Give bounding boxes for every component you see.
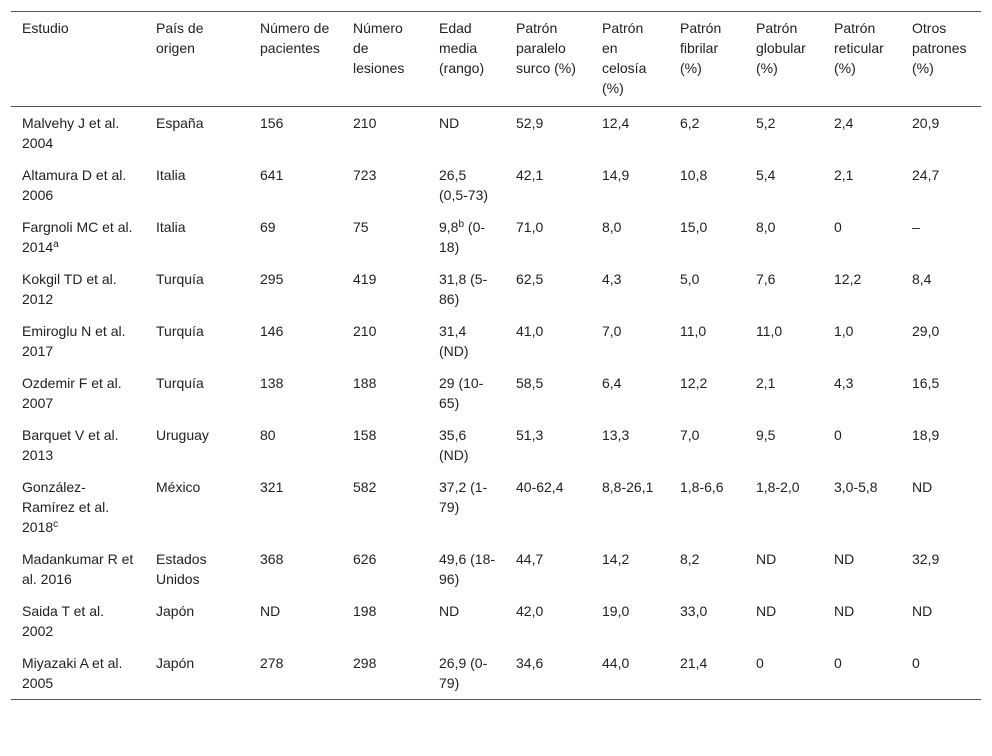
age-cell bbox=[428, 315, 505, 367]
globular-cell: ND bbox=[756, 603, 777, 619]
country-cell: Italia bbox=[156, 219, 186, 235]
patients-cell: 69 bbox=[260, 219, 276, 235]
table-row bbox=[11, 367, 981, 419]
age-cell bbox=[428, 263, 505, 315]
patients-cell: 278 bbox=[260, 655, 284, 671]
patients-cell: 146 bbox=[260, 323, 284, 339]
patients-cell: 641 bbox=[260, 167, 284, 183]
fibrillar-cell: 1,8-6,6 bbox=[680, 479, 724, 495]
lesions-cell: 419 bbox=[353, 271, 377, 287]
lesions-cell: 198 bbox=[353, 603, 377, 619]
patients-cell: 80 bbox=[260, 427, 276, 443]
age-range: (ND) bbox=[439, 447, 469, 463]
fibrillar-cell: 7,0 bbox=[680, 427, 700, 443]
age-mean: 49,6 bbox=[439, 551, 467, 567]
study-name: González-Ramírez et al. 2018 bbox=[22, 479, 110, 535]
age-range: (1-79) bbox=[439, 479, 488, 515]
table-row bbox=[11, 543, 981, 595]
fibrillar-cell: 5,0 bbox=[680, 271, 700, 287]
other-patterns-cell: 32,9 bbox=[912, 551, 940, 567]
study-name: Kokgil TD et al. 2012 bbox=[22, 271, 117, 307]
globular-cell: 5,4 bbox=[756, 167, 776, 183]
fibrillar-cell: 15,0 bbox=[680, 219, 708, 235]
reticular-cell: 0 bbox=[834, 219, 842, 235]
study-footnote-mark: a bbox=[53, 239, 59, 250]
other-patterns-cell: 16,5 bbox=[912, 375, 940, 391]
lesions-cell: 582 bbox=[353, 479, 377, 495]
age-mean: 37,2 bbox=[439, 479, 467, 495]
fibrillar-cell: 11,0 bbox=[680, 323, 707, 339]
study-name: Saida T et al. 2002 bbox=[22, 603, 104, 639]
age-mean: 31,8 bbox=[439, 271, 467, 287]
patients-cell: 156 bbox=[260, 115, 284, 131]
parallel-furrow-cell: 62,5 bbox=[516, 271, 544, 287]
header-cell: Patrón en celosía (%) bbox=[602, 20, 647, 96]
fibrillar-cell: 10,8 bbox=[680, 167, 708, 183]
country-cell: Uruguay bbox=[156, 427, 209, 443]
parallel-furrow-cell: 42,0 bbox=[516, 603, 544, 619]
study-name: Ozdemir F et al. 2007 bbox=[22, 375, 122, 411]
fibrillar-cell: 33,0 bbox=[680, 603, 708, 619]
lattice-cell: 8,8-26,1 bbox=[602, 479, 654, 495]
lattice-cell: 8,0 bbox=[602, 219, 622, 235]
parallel-furrow-cell: 52,9 bbox=[516, 115, 544, 131]
parallel-furrow-cell: 58,5 bbox=[516, 375, 544, 391]
age-cell bbox=[428, 211, 505, 263]
age-cell bbox=[428, 419, 505, 471]
lesions-cell: 626 bbox=[353, 551, 377, 567]
age-cell bbox=[428, 367, 505, 419]
other-patterns-cell: 29,0 bbox=[912, 323, 940, 339]
study-name: Fargnoli MC et al. 2014 bbox=[22, 219, 133, 255]
country-cell: Estados Unidos bbox=[156, 551, 207, 587]
parallel-furrow-cell: 40-62,4 bbox=[516, 479, 564, 495]
patients-cell: ND bbox=[260, 603, 281, 619]
study-cell bbox=[11, 647, 145, 700]
country-cell: Japón bbox=[156, 603, 195, 619]
globular-cell: 9,5 bbox=[756, 427, 776, 443]
country-cell: Turquía bbox=[156, 271, 204, 287]
fibrillar-cell: 21,4 bbox=[680, 655, 708, 671]
lattice-cell: 44,0 bbox=[602, 655, 630, 671]
reticular-cell: 4,3 bbox=[834, 375, 854, 391]
age-mean: 26,9 bbox=[439, 655, 467, 671]
study-cell bbox=[11, 107, 145, 160]
fibrillar-cell: 12,2 bbox=[680, 375, 708, 391]
header-cell: Estudio bbox=[22, 20, 69, 36]
globular-cell: 5,2 bbox=[756, 115, 776, 131]
study-footnote-mark: c bbox=[53, 519, 59, 530]
patients-cell: 295 bbox=[260, 271, 284, 287]
table-row bbox=[11, 159, 981, 211]
age-range: (ND) bbox=[439, 343, 469, 359]
study-name: Emiroglu N et al. 2017 bbox=[22, 323, 126, 359]
globular-cell: 8,0 bbox=[756, 219, 776, 235]
age-range: (0-18) bbox=[439, 219, 486, 255]
country-cell: México bbox=[156, 479, 201, 495]
table-row bbox=[11, 107, 981, 160]
table-row bbox=[11, 315, 981, 367]
globular-cell: 1,8-2,0 bbox=[756, 479, 800, 495]
study-name: Malvehy J et al. 2004 bbox=[22, 115, 120, 151]
lesions-cell: 298 bbox=[353, 655, 377, 671]
country-cell: Turquía bbox=[156, 323, 204, 339]
study-name: Miyazaki A et al. 2005 bbox=[22, 655, 123, 691]
header-cell: Patrón reticular (%) bbox=[834, 20, 884, 76]
patients-cell: 321 bbox=[260, 479, 284, 495]
study-cell bbox=[11, 211, 145, 263]
reticular-cell: ND bbox=[834, 551, 855, 567]
parallel-furrow-cell: 71,0 bbox=[516, 219, 544, 235]
header-cell: País de origen bbox=[156, 20, 204, 56]
parallel-furrow-cell: 44,7 bbox=[516, 551, 544, 567]
study-cell bbox=[11, 419, 145, 471]
study-name: Altamura D et al. 2006 bbox=[22, 167, 127, 203]
other-patterns-cell: ND bbox=[912, 603, 933, 619]
age-cell bbox=[428, 647, 505, 700]
study-cell bbox=[11, 263, 145, 315]
lattice-cell: 7,0 bbox=[602, 323, 622, 339]
age-range: (5-86) bbox=[439, 271, 488, 307]
globular-cell: 2,1 bbox=[756, 375, 776, 391]
lesions-cell: 723 bbox=[353, 167, 377, 183]
study-cell bbox=[11, 471, 145, 543]
table-row bbox=[11, 471, 981, 543]
other-patterns-cell: 24,7 bbox=[912, 167, 940, 183]
lesions-cell: 210 bbox=[353, 323, 377, 339]
globular-cell: 7,6 bbox=[756, 271, 776, 287]
globular-cell: 11,0 bbox=[756, 323, 783, 339]
reticular-cell: 3,0-5,8 bbox=[834, 479, 878, 495]
table-row bbox=[11, 419, 981, 471]
age-mean: 29 bbox=[439, 375, 455, 391]
header-cell: Otros patrones (%) bbox=[912, 20, 967, 76]
parallel-furrow-cell: 51,3 bbox=[516, 427, 544, 443]
patients-cell: 368 bbox=[260, 551, 284, 567]
age-mean: 26,5 bbox=[439, 167, 467, 183]
other-patterns-cell: 8,4 bbox=[912, 271, 932, 287]
fibrillar-cell: 8,2 bbox=[680, 551, 700, 567]
header-cell: Patrón fibrilar (%) bbox=[680, 20, 722, 76]
lattice-cell: 14,9 bbox=[602, 167, 630, 183]
reticular-cell: 0 bbox=[834, 655, 842, 671]
age-cell bbox=[428, 595, 505, 647]
globular-cell: ND bbox=[756, 551, 777, 567]
age-range: (0,5-73) bbox=[439, 187, 489, 203]
table-row bbox=[11, 211, 981, 263]
reticular-cell: 2,4 bbox=[834, 115, 854, 131]
study-name: Barquet V et al. 2013 bbox=[22, 427, 119, 463]
table-row bbox=[11, 263, 981, 315]
header-cell: Patrón paralelo surco (%) bbox=[516, 20, 576, 76]
other-patterns-cell: 20,9 bbox=[912, 115, 940, 131]
age-mean: 9,8 bbox=[439, 219, 459, 235]
header-cell: Patrón globular (%) bbox=[756, 20, 806, 76]
lesions-cell: 158 bbox=[353, 427, 377, 443]
age-cell bbox=[428, 543, 505, 595]
age-mean: ND bbox=[439, 115, 460, 131]
parallel-furrow-cell: 41,0 bbox=[516, 323, 544, 339]
age-footnote-mark: b bbox=[458, 219, 465, 230]
age-mean: ND bbox=[439, 603, 460, 619]
lattice-cell: 12,4 bbox=[602, 115, 630, 131]
header-cell: Número de lesiones bbox=[353, 20, 405, 76]
reticular-cell: ND bbox=[834, 603, 855, 619]
parallel-furrow-cell: 34,6 bbox=[516, 655, 544, 671]
study-name: Madankumar R et al. 2016 bbox=[22, 551, 134, 587]
reticular-cell: 12,2 bbox=[834, 271, 862, 287]
dermoscopy-patterns-table bbox=[11, 11, 981, 700]
header-row bbox=[11, 12, 981, 107]
header-cell: Número de pacientes bbox=[260, 20, 330, 56]
study-cell bbox=[11, 315, 145, 367]
reticular-cell: 2,1 bbox=[834, 167, 854, 183]
other-patterns-cell: 0 bbox=[912, 655, 920, 671]
study-cell bbox=[11, 159, 145, 211]
country-cell: Italia bbox=[156, 167, 186, 183]
parallel-furrow-cell: 42,1 bbox=[516, 167, 544, 183]
study-cell bbox=[11, 367, 145, 419]
lattice-cell: 19,0 bbox=[602, 603, 630, 619]
study-cell bbox=[11, 595, 145, 647]
country-cell: España bbox=[156, 115, 204, 131]
reticular-cell: 0 bbox=[834, 427, 842, 443]
lesions-cell: 210 bbox=[353, 115, 377, 131]
lattice-cell: 4,3 bbox=[602, 271, 622, 287]
table-row bbox=[11, 595, 981, 647]
age-range: (18-96) bbox=[439, 551, 496, 587]
study-cell bbox=[11, 543, 145, 595]
age-range: (10-65) bbox=[439, 375, 484, 411]
reticular-cell: 1,0 bbox=[834, 323, 854, 339]
age-cell bbox=[428, 471, 505, 543]
lesions-cell: 188 bbox=[353, 375, 377, 391]
lattice-cell: 14,2 bbox=[602, 551, 630, 567]
other-patterns-cell: 18,9 bbox=[912, 427, 940, 443]
header-cell: Edad media (rango) bbox=[439, 20, 485, 76]
age-range: (0-79) bbox=[439, 655, 488, 691]
age-cell bbox=[428, 159, 505, 211]
patients-cell: 138 bbox=[260, 375, 284, 391]
age-mean: 35,6 bbox=[439, 427, 467, 443]
age-mean: 31,4 bbox=[439, 323, 467, 339]
country-cell: Turquía bbox=[156, 375, 204, 391]
lattice-cell: 13,3 bbox=[602, 427, 630, 443]
lattice-cell: 6,4 bbox=[602, 375, 622, 391]
age-cell bbox=[428, 107, 505, 160]
country-cell: Japón bbox=[156, 655, 195, 671]
lesions-cell: 75 bbox=[353, 219, 369, 235]
fibrillar-cell: 6,2 bbox=[680, 115, 700, 131]
table-row bbox=[11, 647, 981, 700]
other-patterns-cell: – bbox=[912, 219, 920, 235]
other-patterns-cell: ND bbox=[912, 479, 933, 495]
globular-cell: 0 bbox=[756, 655, 764, 671]
